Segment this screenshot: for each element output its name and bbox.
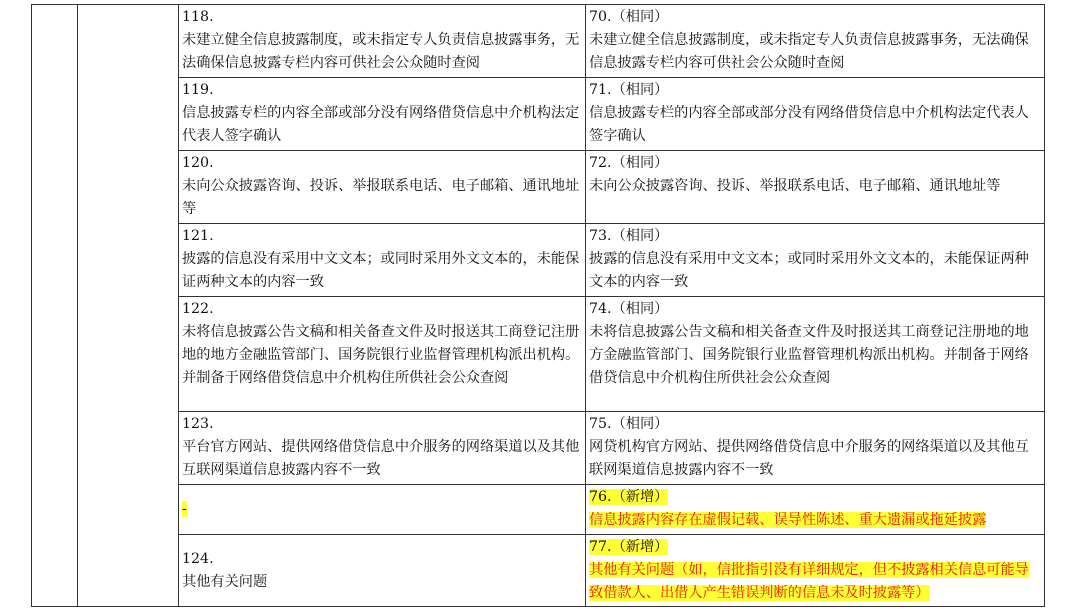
old-rule-cell [179,5,586,78]
old-rule-cell [179,78,586,151]
table-row [32,151,1045,224]
old-rule-cell [179,297,586,412]
table-row [32,78,1045,151]
new-rule-text: 网贷机构官方网站、提供网络借贷信息中介服务的网络渠道以及其他互联网渠道信息披露内容不一致 [589,439,1029,478]
new-rule-text: 未向公众披露咨询、投诉、举报联系电话、电子邮箱、通讯地址等 [589,178,1001,194]
new-rule-cell [586,5,1045,78]
blank-cell [78,5,179,607]
new-rule-number: 74.（相同） [589,301,669,317]
table-row [32,412,1045,485]
new-rule-number: 76.（新增） [589,489,669,505]
new-rule-number: 72.（相同） [589,155,669,171]
old-rule-text: 未将信息披露公告文稿和相关备查文件及时报送其工商登记注册地的地方金融监管部门、国务院银行业监督管理机构派出机构。并制备于网络借贷信息中介机构住所供社会公众查阅 [182,324,580,386]
new-rule-number: 73.（相同） [589,228,669,244]
old-rule-text: 平台官方网站、提供网络借贷信息中介服务的网络渠道以及其他互联网渠道信息披露内容不一致 [182,439,580,478]
old-rule-cell [179,485,586,535]
new-rule-text: 披露的信息没有采用中文文本；或同时采用外文文本的，未能保证两种文本的内容一致 [589,251,1029,290]
new-rule-number: 75.（相同） [589,416,669,432]
table-row [32,297,1045,412]
old-rule-number: 124. [182,550,214,567]
old-rule-number: 121. [182,228,214,244]
new-rule-cell [586,297,1045,412]
new-rule-text: 信息披露专栏的内容全部或部分没有网络借贷信息中介机构法定代表人签字确认 [589,105,1029,144]
new-rule-text: 未建立健全信息披露制度，或未指定专人负责信息披露事务，无法确保信息披露专栏内容可供社会公众随时查阅 [589,32,1029,71]
old-rule-text: 未向公众披露咨询、投诉、举报联系电话、电子邮箱、通讯地址等 [182,178,580,217]
table-row [32,5,1045,78]
new-rule-text: 信息披露内容存在虚假记载、误导性陈述、重大遗漏或拖延披露 [589,512,987,528]
new-rule-cell [586,224,1045,297]
new-rule-cell [586,485,1045,535]
table-row-new [32,535,1045,607]
new-rule-cell [586,151,1045,224]
old-rule-text: 信息披露专栏的内容全部或部分没有网络借贷信息中介机构法定代表人签字确认 [182,105,580,144]
new-rule-text: 其他有关问题（如，信批指引没有详细规定，但不披露相关信息可能导致借款人、出借人产生错误判断的信息未及时披露等） [589,562,1029,601]
blank-cell [32,5,78,607]
old-rule-number: 120. [182,155,214,171]
old-rule-text: 其他有关问题 [182,573,268,590]
old-rule-number: 122. [182,301,214,317]
comparison-table [31,4,1045,607]
new-rule-cell [586,78,1045,151]
old-rule-number: 118. [182,9,214,25]
new-rule-number: 70.（相同） [589,9,669,25]
new-rule-cell [586,535,1045,607]
new-rule-number: 77.（新增） [589,539,669,555]
new-rule-number: 71.（相同） [589,82,669,98]
new-rule-cell [586,412,1045,485]
old-rule-cell [179,151,586,224]
empty-dash: - [182,501,187,517]
old-rule-number: 123. [182,416,214,432]
old-rule-cell [179,412,586,485]
old-rule-cell [179,535,586,607]
table-row [32,224,1045,297]
new-rule-text: 未将信息披露公告文稿和相关备查文件及时报送其工商登记注册地的地方金融监管部门、国务院银行业监督管理机构派出机构。并制备于网络借贷信息中介机构住所供社会公众查阅 [589,324,1029,386]
old-rule-cell [179,224,586,297]
old-rule-number: 119. [182,82,214,98]
old-rule-text: 未建立健全信息披露制度，或未指定专人负责信息披露事务，无法确保信息披露专栏内容可供社会公众随时查阅 [182,32,580,71]
table-row-new [32,485,1045,535]
old-rule-text: 披露的信息没有采用中文文本；或同时采用外文文本的，未能保证两种文本的内容一致 [182,251,580,290]
